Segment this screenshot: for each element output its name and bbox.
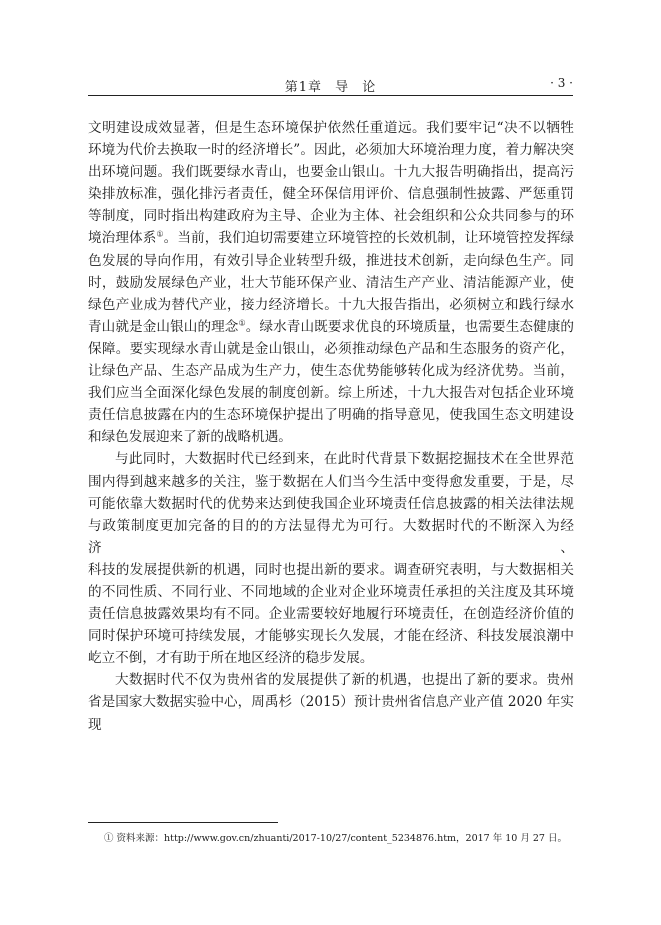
text-line: 等制度，同时指出构建政府为主导、企业为主体、社会组织和公众共同参与的环 — [88, 208, 574, 225]
header-rule — [88, 95, 573, 96]
running-head — [88, 74, 573, 94]
text-span: 。绿水青山既要求优良的环境质量，也需要生态健康的 — [245, 318, 575, 335]
text-line: 时，鼓励发展绿色产业，壮大节能环保产业、清洁生产产业、清洁能源产业，使 — [88, 274, 574, 291]
text-line: 保障。要实现绿水青山就是金山银山，必须推动绿色产品和生态服务的资产化， — [88, 340, 574, 357]
text-line: 我们应当全面深化绿色发展的制度创新。综上所述，十九大报告对包括企业环境 — [88, 385, 574, 402]
text-span: 境治理体系 — [88, 230, 157, 247]
text-line: 围内得到越来越多的关注，鉴于数据在人们当今生活中变得愈发重要，于是，尽 — [88, 473, 574, 490]
chapter-number: 第1章 — [284, 80, 322, 95]
text-line: 与此同时，大数据时代已经到来，在此时代背景下数据挖掘技术在全世界范 — [115, 451, 574, 468]
text-line: 染排放标准，强化排污者责任，健全环保信用评价、信息强制性披露、严惩重罚 — [88, 186, 574, 203]
text-line: 和绿色发展迎来了新的战略机遇。 — [88, 429, 292, 446]
text-line: 让绿色产品、生态产品成为生产力，使生态优势能够转化成为经济优势。当前， — [88, 363, 574, 380]
text-line: 省是国家大数据实验中心，周禹杉（2015）预计贵州省信息产业产值 2020 年实现 — [88, 694, 574, 733]
text-line: 与政策制度更加完备的目的的方法显得尤为可行。大数据时代的不断深入为经济、 — [88, 517, 574, 556]
text-line: 责任信息披露在内的生态环境保护提出了明确的指导意见，使我国生态文明建设 — [88, 407, 574, 424]
text-line: 同时保护环境可持续发展，才能够实现长久发展，才能在经济、科技发展浪潮中 — [88, 628, 574, 645]
footnote-rule — [88, 822, 278, 823]
text-line: 大数据时代不仅为贵州省的发展提供了新的机遇，也提出了新的要求。贵州 — [115, 672, 574, 689]
text-line: 的不同性质、不同行业、不同地域的企业对企业环境责任承担的关注度及其环境 — [88, 583, 574, 600]
text-line: 出环境问题。我们既要绿水青山，也要金山银山。十九大报告明确指出，提高污 — [88, 164, 574, 181]
text-line — [88, 316, 574, 338]
chapter-title — [88, 76, 573, 95]
chapter-word-1: 导 — [335, 80, 350, 95]
text-line: 文明建设成效显著，但是生态环境保护依然任重道远。我们要牢记“决不以牺牲 — [88, 120, 574, 136]
text-line: 色发展的导向作用，有效引导企业转型升级，推进技术创新，走向绿色生产。同 — [88, 252, 574, 269]
body-text — [88, 117, 574, 736]
text-line: 环境为代价去换取一时的经济增长”。因此，必须加大环境治理力度，着力解决突 — [88, 142, 574, 159]
text-line: 可能依靠大数据时代的优势来达到使我国企业环境责任信息披露的相关法律法规 — [88, 495, 574, 512]
footnote-marker: ① — [156, 229, 164, 239]
page-number: · 3 · — [550, 76, 573, 90]
text-line: 屹立不倒，才有助于所在地区经济的稳步发展。 — [88, 650, 374, 667]
footnote-marker: ① — [238, 318, 246, 328]
text-span: 。当前，我们迫切需要建立环境管控的长效机制，让环境管控发挥绿 — [163, 230, 575, 247]
text-line: 科技的发展提供新的机遇，同时也提出新的要求。调查研究表明，与大数据相关 — [88, 561, 574, 578]
text-line — [88, 227, 574, 249]
footnote: ① 资料来源：http://www.gov.cn/zhuanti/2017-10/27/content_5234876.htm，2017 年 10 月 27 日。 — [104, 833, 568, 844]
text-line: 绿色产业成为替代产业，接力经济增长。十九大报告指出，必须树立和践行绿水 — [88, 296, 574, 313]
text-line: 责任信息披露效果均有不同。企业需要较好地履行环境责任，在创造经济价值的 — [88, 606, 574, 623]
text-span: 青山就是金山银山的理念 — [88, 318, 239, 335]
chapter-word-2: 论 — [362, 80, 377, 95]
